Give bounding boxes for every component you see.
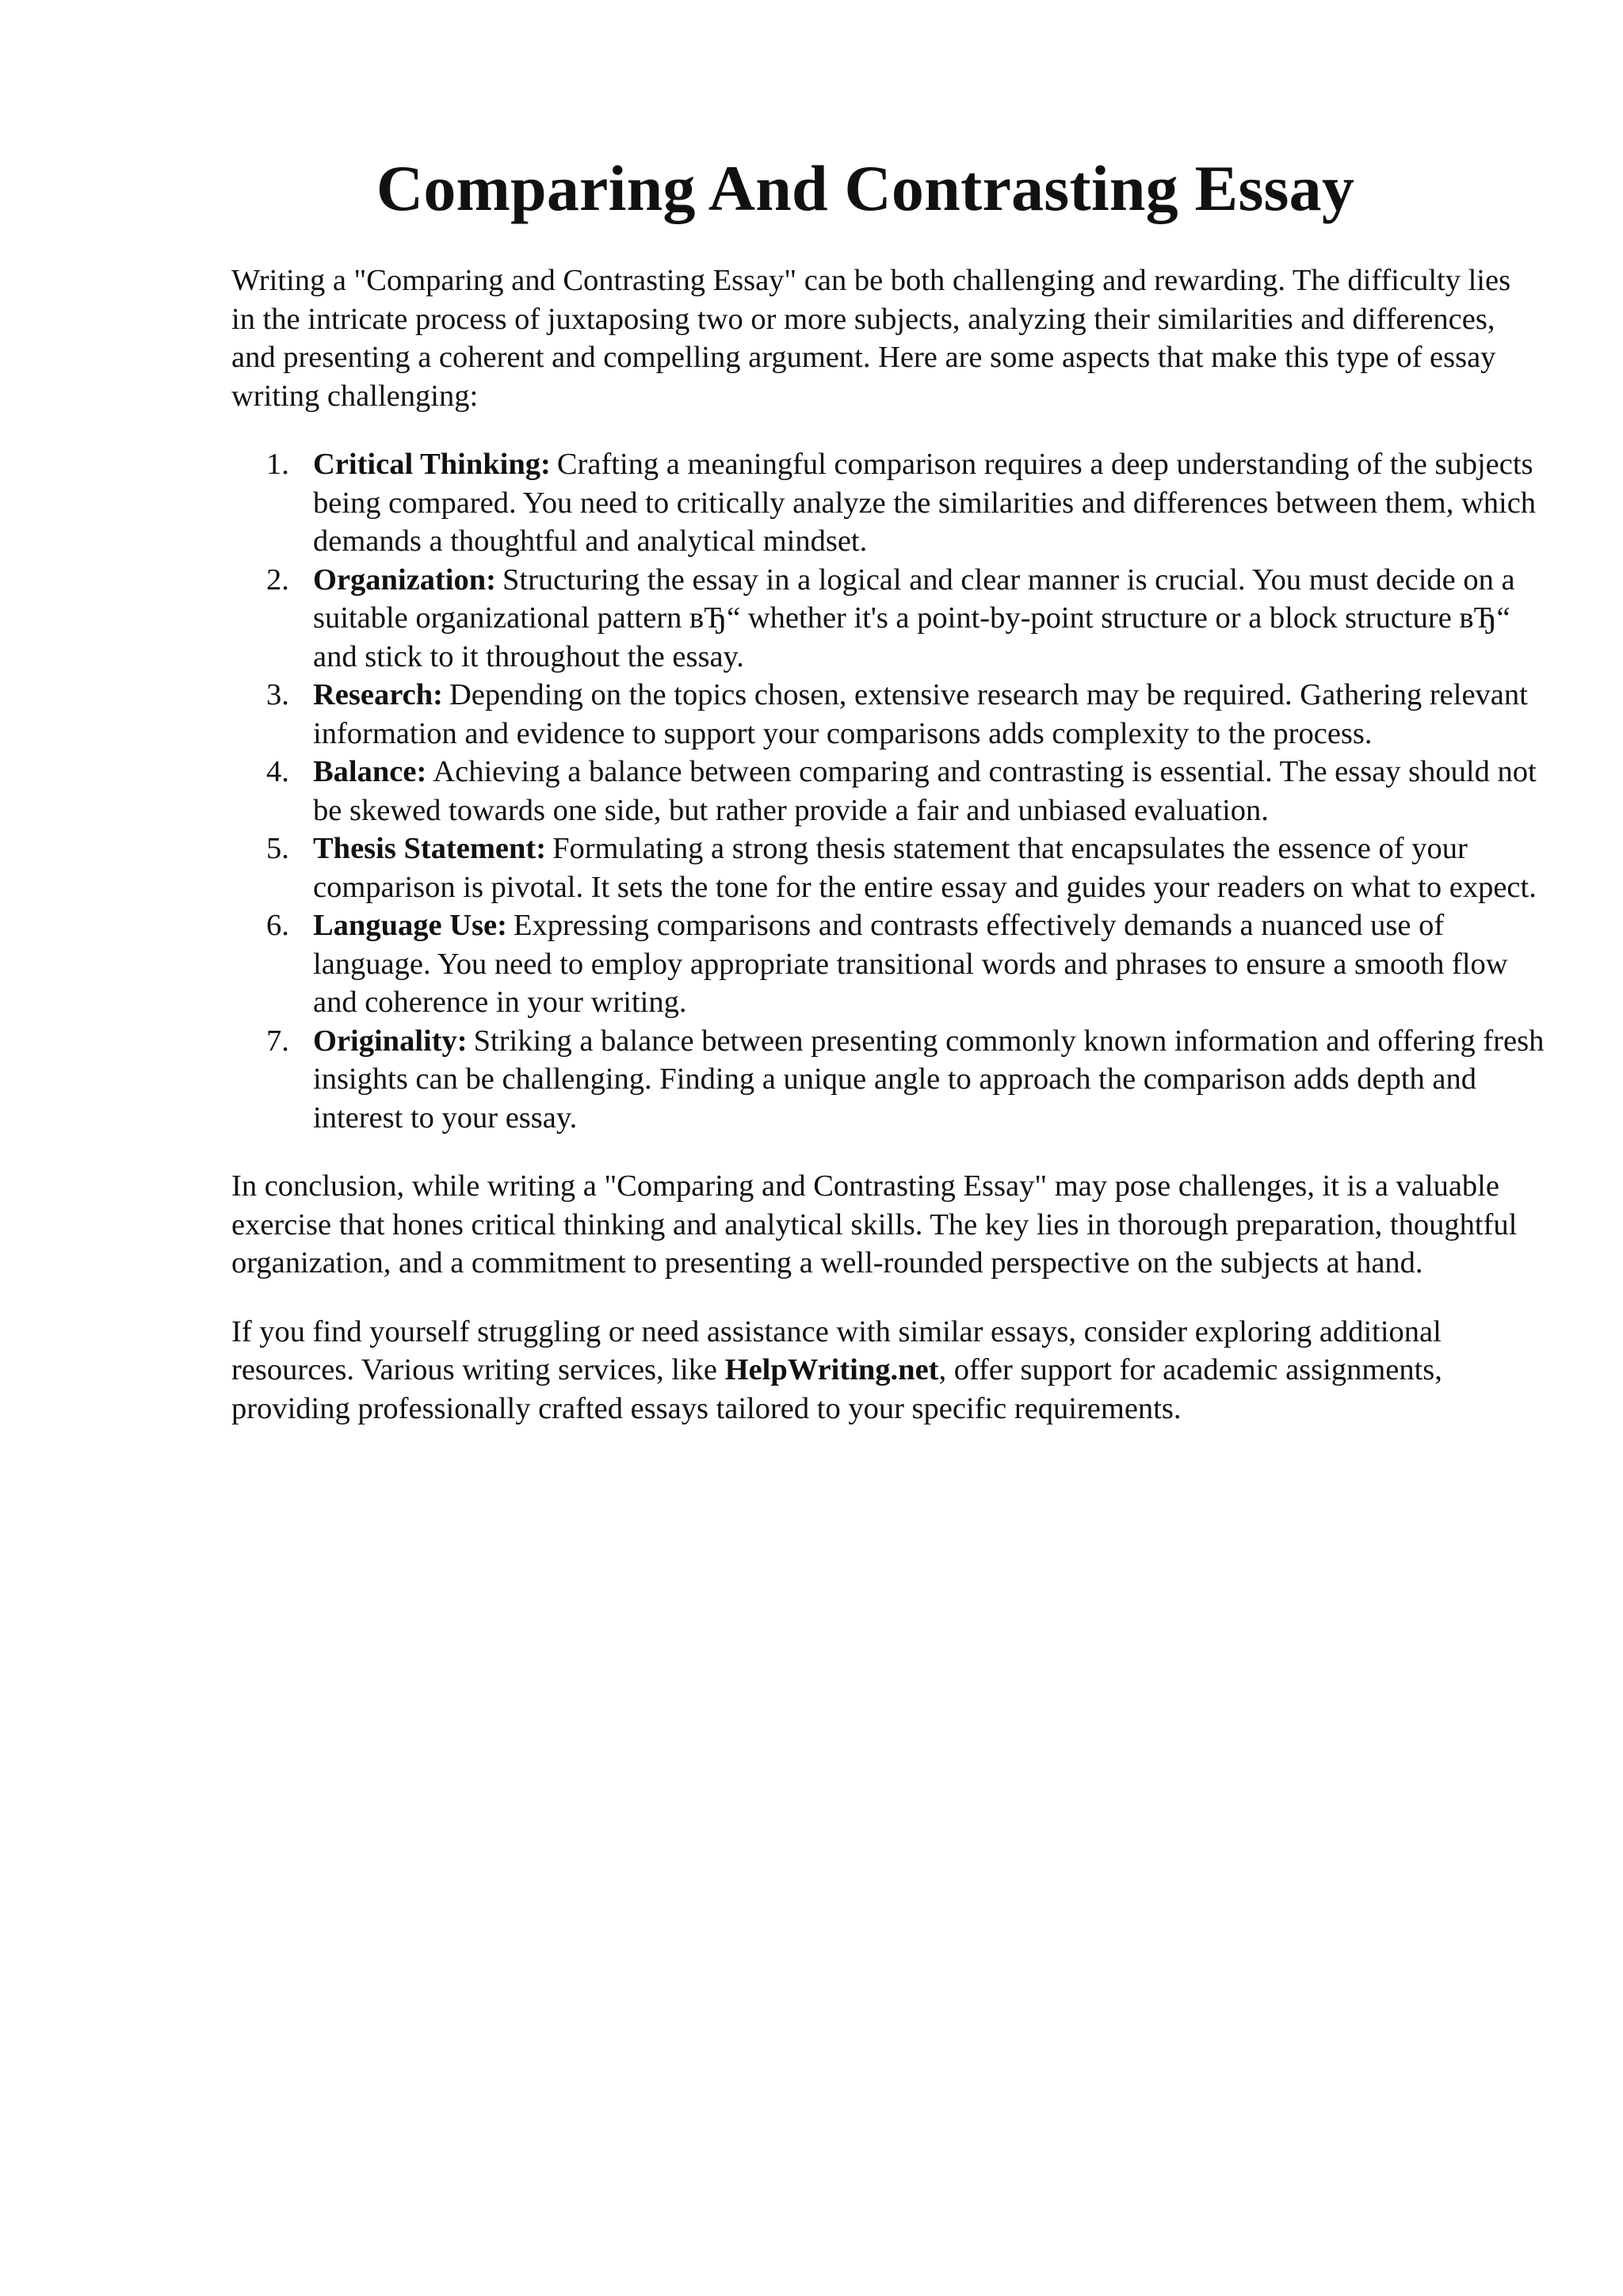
closing-paragraph — [231, 1313, 1531, 1428]
challenges-list — [231, 445, 1545, 1137]
list-item-number: 7. — [266, 1024, 289, 1058]
list-item-text: Expressing comparisons and contrasts effectively demands a nuanced use of language. You need to employ appropriate transitional words and phrases to ensure a smooth flow and coherence in your writing. — [313, 909, 1508, 1019]
list-item-term: Thesis Statement: — [313, 832, 547, 865]
list-item-number: 5. — [266, 832, 289, 865]
closing-text-before: If you find yourself struggling or need assistance with similar essays, consider exploring additional resources. Various writing services, like — [231, 1314, 1442, 1386]
list-item-text: Formulating a strong thesis statement that encapsulates the essence of your comparison is pivotal. It sets the tone for the entire essay and guides your readers on what to expect. — [313, 832, 1537, 904]
list-item — [231, 445, 1549, 561]
helpwriting-link[interactable]: HelpWriting.net — [724, 1353, 939, 1386]
list-item-text: Striking a balance between presenting commonly known information and offering fresh insights can be challenging. Finding a unique angle to approach the comparison adds depth and interest to your essay. — [313, 1024, 1545, 1135]
list-item-term: Balance: — [313, 755, 427, 788]
conclusion-paragraph: In conclusion, while writing a "Comparing and Contrasting Essay" may pose challenges, it is a valuable exercise that hones critical thinking and analytical skills. The key lies in thorough preparation, thoughtful organization, and a commitment to presenting a well-rounded perspective on the subjects at hand. — [231, 1169, 1518, 1280]
list-item-number: 2. — [266, 563, 289, 597]
list-item-term: Originality: — [313, 1024, 468, 1058]
list-item-text: Achieving a balance between comparing and contrasting is essential. The essay should not be skewed towards one side, but rather provide a fair and unbiased evaluation. — [313, 755, 1537, 827]
list-item-number: 3. — [266, 678, 289, 711]
list-item-text: Structuring the essay in a logical and clear manner is crucial. You must decide on a suitable organizational pattern вЂ“ whether it's a point-by-point structure or a block structure вЂ“ and stick to it throughout the essay. — [313, 563, 1515, 673]
list-item — [231, 753, 1549, 830]
list-item — [231, 830, 1549, 906]
intro-paragraph: Writing a "Comparing and Contrasting Essay" can be both challenging and rewarding. The difficulty lies in the intricate process of juxtaposing two or more subjects, analyzing their similarities and differences, and presenting a coherent and compelling argument. Here are some aspects that make this type of essay writing challenging: — [231, 264, 1511, 413]
list-item-number: 6. — [266, 909, 289, 942]
document-page — [231, 0, 1545, 1428]
list-item-term: Language Use: — [313, 909, 507, 942]
list-item — [231, 676, 1549, 753]
document-title: Comparing And Contrasting Essay — [376, 152, 1355, 224]
list-item — [231, 906, 1549, 1022]
list-item-term: Research: — [313, 678, 443, 711]
list-item-text: Crafting a meaningful comparison requires a deep understanding of the subjects being compared. You need to critically analyze the similarities and differences between them, which demands a thoughtful and analytical mindset. — [313, 448, 1537, 558]
list-item-term: Organization: — [313, 563, 496, 597]
list-item — [231, 1022, 1549, 1138]
list-item-number: 1. — [266, 448, 289, 481]
list-item-term: Critical Thinking: — [313, 448, 551, 481]
list-item — [231, 561, 1549, 677]
list-item-number: 4. — [266, 755, 289, 788]
closing-text-after: , offer support for academic assignments, providing professionally crafted essays tailored to your specific requirements. — [231, 1353, 1442, 1425]
list-item-text: Depending on the topics chosen, extensive research may be required. Gathering relevant information and evidence to support your comparisons adds complexity to the process. — [313, 678, 1528, 750]
